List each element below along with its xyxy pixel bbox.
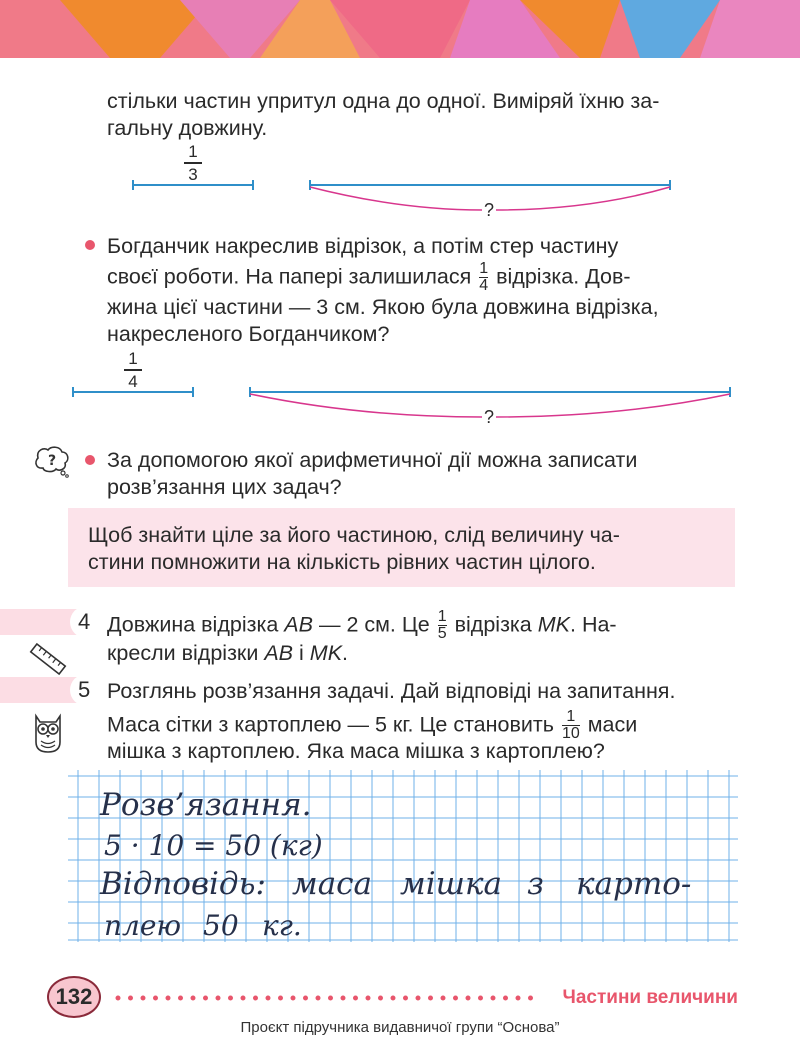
- fig1-segments: [0, 170, 800, 230]
- task4-line2-start: кресли відрізки: [107, 641, 259, 665]
- bogdan-fraction: [479, 262, 488, 293]
- fig2-frac-den: 4: [128, 371, 138, 391]
- bullet-dot: [85, 455, 95, 465]
- bogdan-line2: [107, 262, 631, 293]
- solution-answer-word3: з: [527, 866, 544, 902]
- task4-frac-num: 1: [437, 608, 447, 625]
- rule-line1: Щоб знайти ціле за його частиною, слід величину ча-: [88, 523, 620, 547]
- segment-mk-label: MK: [537, 612, 570, 637]
- bogdan-frac-den: 4: [479, 277, 489, 295]
- task4-line2: [107, 640, 348, 666]
- task5-line1: Розглянь розв’язання задачі. Дай відповіді на запитання.: [107, 679, 676, 703]
- page-number: 132: [55, 984, 93, 1009]
- task4-line1-mid2: відрізка: [454, 612, 532, 637]
- para1-line1: стільки частин упритул одна до одної. Виміряй їхню за-: [107, 89, 660, 113]
- task4-line1-mid: — 2 см. Це: [318, 612, 430, 637]
- bogdan-line2-end: відрізка. Дов-: [496, 264, 631, 289]
- task4-line1-start: Довжина відрізка: [107, 612, 279, 637]
- bogdan-frac-num: 1: [479, 260, 489, 277]
- task4-fraction: [438, 610, 447, 641]
- solution-answer2-unit: кг.: [262, 909, 302, 942]
- task4-line2-end: .: [342, 641, 349, 665]
- fig2-question-mark: ?: [484, 407, 495, 427]
- solution-answer-word1: маса: [292, 866, 373, 902]
- fig1-frac-den: 3: [188, 164, 198, 184]
- segment-ab-label: AB: [284, 612, 313, 637]
- bogdan-line4: накресленого Богданчиком?: [107, 322, 390, 346]
- fig1-question-mark: ?: [484, 200, 495, 220]
- fig2-frac-num: 1: [128, 349, 138, 368]
- rule-line2: стини помножити на кількість рівних частин цілого.: [88, 550, 596, 574]
- solution-expression: 5 · 10 = 50 (кг): [104, 829, 323, 862]
- task5-fraction: [562, 710, 580, 741]
- question-line2: розв’язання цих задач?: [107, 475, 342, 499]
- question-line1: За допомогою якої арифметичної дії можна записати: [107, 448, 638, 472]
- segment-mk-label: MK: [309, 641, 343, 665]
- solution-answer-word4: карто-: [576, 866, 692, 902]
- owl-icon: [30, 708, 66, 754]
- task5-line3: мішка з картоплею. Яка маса мішка з картоплею?: [107, 739, 605, 763]
- fig2-segments: [0, 377, 800, 437]
- solution-heading: Розв’язання.: [100, 787, 312, 823]
- task5-number: 5: [78, 677, 91, 702]
- task5-line2-end: маси: [587, 712, 638, 737]
- solution-answer2-word1: плею: [104, 909, 182, 942]
- task4-number: 4: [78, 609, 91, 634]
- task5-frac-num: 1: [566, 708, 576, 725]
- svg-text:?: ?: [47, 453, 57, 469]
- task5-line2-start: Маса сітки з картоплею — 5 кг. Це становить: [107, 712, 554, 737]
- bogdan-line1: Богданчик накреслив відрізок, а потім стер частину: [107, 234, 619, 258]
- task5-line2: [107, 710, 637, 741]
- task4-line2-mid: і: [299, 641, 304, 665]
- task4-line1: [107, 610, 617, 641]
- top-banner: [0, 0, 800, 58]
- bogdan-line2-start: своєї роботи. На папері залишилася: [107, 264, 472, 289]
- task4-frac-den: 5: [437, 625, 447, 643]
- section-title: Частини величини: [562, 987, 738, 1008]
- solution-answer2-number: 50: [203, 909, 239, 942]
- fig1-frac-num: 1: [188, 142, 198, 161]
- thought-bubble-question-icon: [32, 444, 72, 478]
- ruler-icon: [28, 642, 68, 676]
- bullet-dot: [85, 240, 95, 250]
- bogdan-line3: жина цієї частини — 3 см. Якою була довжина відрізка,: [107, 295, 659, 319]
- para1-line2: гальну довжину.: [107, 116, 268, 140]
- solution-answer-word2: мішка: [400, 866, 502, 902]
- dotted-leader: [115, 992, 545, 1004]
- task4-line1-end: . На-: [570, 612, 617, 637]
- solution-answer-label: Відповідь:: [100, 866, 266, 902]
- task5-frac-den: 10: [561, 725, 580, 743]
- publisher-note: Проєкт підручника видавничої групи “Основа”: [240, 1019, 560, 1036]
- segment-ab-label: AB: [264, 641, 294, 665]
